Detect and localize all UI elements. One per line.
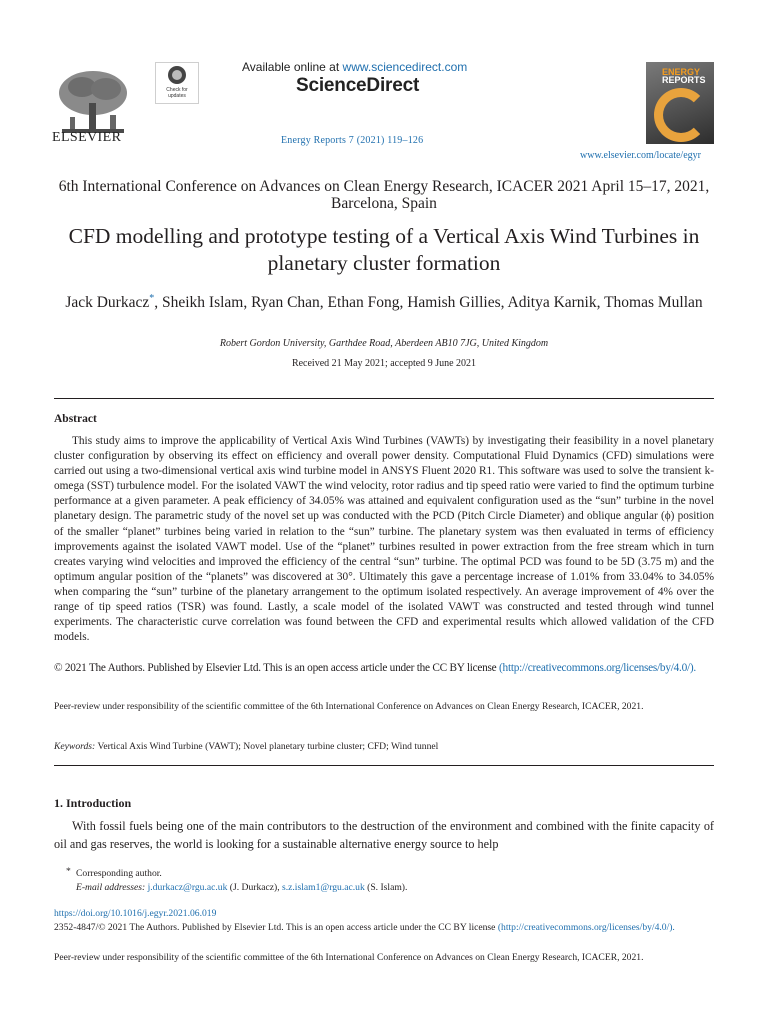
abstract-body: This study aims to improve the applicability of Vertical Axis Wind Turbines (VAWTs) by investigating their feasibility in a novel planetary cluster configuration by observing its effect on efficiency and overall power density. Computational Fluid Dynamics (CFD) simulations were carried out using a two-dimensional vertical axis wind turbine model in ANSYS Fluent 2020 R1. This software was used to solve the transient k-omega (SST) turbulence model. For the isolated VAWT the wind velocity, rotor radius and tip speed ratio were varied to find the optimum turbine performance at a given parameter. A peak efficiency of 34.05% was attained and equivalent configuration used as the “sun” turbine in the novel planetary design. The parametric study of the novel set up was conducted with the PCD (Pitch Circle Diameter) and oblique angular (ϕ) position of the smaller “planet” turbines being varied in relation to the “sun” turbine. The planetary system was then evaluated in terms of efficiency improvements against the isolated VAWT model. Use of the “planet” turbines resulted in power extraction from the free stream which in turn creates varying wind velocities and improved the efficiency of the central “sun” turbine. The optimal PCD was found to be 5D (3.75 m) and the optimum angular position of the “planets” was discovered at 30°. Ultimately this gave a percentage increase of 1.01% from 33.04% to 34.05% when comparing the “sun” turbine of the planetary arrangement to the optimum isolated respectively. An average improvement of 4% over the range of tip speed ratios (TSR) was found. Lastly, a scale model of the isolated VAWT was constructed and tested through wind tunnel experiments. The characteristic curve correlation was found between the CFD and experimental results which allowed validation of the CFD models.	[54, 435, 714, 644]
abstract-heading: Abstract	[54, 413, 97, 425]
received-dates: Received 21 May 2021; accepted 9 June 2021	[291, 358, 477, 369]
badge-label-line2: updates	[168, 93, 186, 99]
cover-title-line2: REPORTS	[662, 75, 706, 85]
journal-homepage-link[interactable]: www.elsevier.com/locate/egyr	[580, 150, 701, 161]
cover-title-line1: ENERGY	[662, 67, 701, 77]
divider-bottom	[54, 765, 714, 766]
publisher-name: ELSEVIER	[52, 130, 122, 145]
conference-name: 6th International Conference on Advances on Clean Energy Research, ICACER 2021 April 15–17, 2021, Barcelona, Spain	[58, 178, 710, 212]
footnote-mark: *	[66, 866, 71, 877]
badge-label-line1: Check for	[166, 87, 188, 93]
available-online	[242, 60, 467, 74]
license-statement	[54, 660, 714, 676]
cover-e-graphic	[654, 88, 708, 142]
license-link[interactable]: (http://creativecommons.org/licenses/by/4.0/).	[499, 662, 696, 674]
check-for-updates-badge[interactable]	[155, 62, 199, 104]
issn-copyright	[54, 921, 714, 935]
section-heading-introduction: 1. Introduction	[54, 796, 132, 810]
peer-review-note: Peer-review under responsibility of the scientific committee of the 6th International Conference on Advances on Clean Energy Research, ICACER, 2021.	[54, 701, 644, 712]
email-owner-durkacz: (J. Durkacz),	[229, 882, 280, 893]
sciencedirect-brand: ScienceDirect	[296, 75, 420, 96]
email-owner-islam: (S. Islam).	[367, 882, 408, 893]
author-list	[40, 288, 728, 313]
keywords-line	[54, 741, 714, 752]
issn-text: 2352-4847/© 2021 The Authors. Published by Elsevier Ltd. This is an open access article under the CC BY license	[54, 922, 496, 933]
sciencedirect-link[interactable]: www.sciencedirect.com	[342, 60, 468, 74]
paper-title: CFD modelling and prototype testing of a Vertical Axis Wind Turbines in planetary cluster formation	[68, 224, 700, 275]
license-text: © 2021 The Authors. Published by Elsevier Ltd. This is an open access article under the CC BY license	[54, 662, 497, 674]
update-check-icon	[168, 66, 186, 84]
author-rest: , Sheikh Islam, Ryan Chan, Ethan Fong, Hamish Gillies, Aditya Karnik, Thomas Mullan	[154, 294, 703, 312]
introduction-paragraph: With fossil fuels being one of the main contributors to the destruction of the environment and combined with the finite capacity of oil and gas reserves, the world is looking for a sustainable alternative energy source to help	[54, 819, 714, 851]
corresponding-author-mark[interactable]: *	[149, 293, 155, 304]
available-label: Available online at	[242, 60, 343, 74]
affiliation: Robert Gordon University, Garthdee Road, Aberdeen AB10 7JG, United Kingdom	[219, 338, 549, 349]
email-link-islam[interactable]: s.z.islam1@rgu.ac.uk	[282, 882, 365, 893]
email-line	[76, 882, 407, 893]
divider-top	[54, 398, 714, 399]
author-first: Jack Durkacz	[65, 294, 150, 312]
email-link-durkacz[interactable]: j.durkacz@rgu.ac.uk	[147, 882, 228, 893]
journal-reference-link[interactable]: Energy Reports 7 (2021) 119–126	[281, 135, 424, 146]
keywords-label: Keywords:	[54, 741, 96, 752]
keywords-list: Vertical Axis Wind Turbine (VAWT); Novel planetary turbine cluster; CFD; Wind tunnel	[97, 741, 439, 752]
corresponding-author-note: Corresponding author.	[76, 868, 162, 879]
doi-link[interactable]: https://doi.org/10.1016/j.egyr.2021.06.019	[54, 908, 217, 919]
issn-license-link[interactable]: (http://creativecommons.org/licenses/by/4.0/).	[497, 922, 675, 933]
journal-cover-image[interactable]	[646, 62, 714, 144]
email-label: E-mail addresses:	[76, 882, 146, 893]
footer-peer-review: Peer-review under responsibility of the scientific committee of the 6th International Conference on Advances on Clean Energy Research, ICACER, 2021.	[54, 952, 644, 963]
